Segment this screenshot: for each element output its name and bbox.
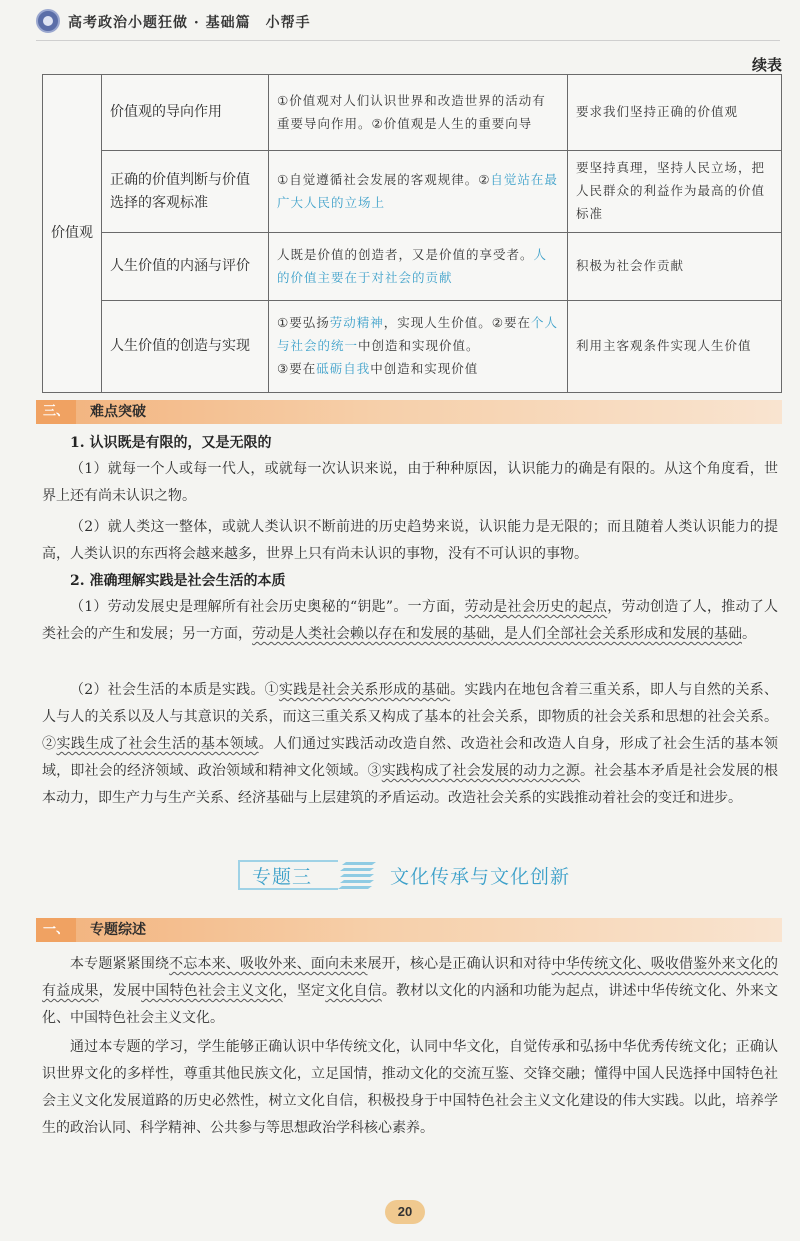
book-title: 高考政治小题狂做 · 基础篇 小帮手 [68, 15, 311, 31]
requirement-cell: 要求我们坚持正确的价值观 [568, 75, 782, 151]
text: ，坚定 [282, 983, 326, 999]
category-cell: 价值观 [43, 75, 102, 393]
content-highlight: 自觉站在最广大人民的立场上 [277, 172, 558, 210]
text: 。实践内在地包含着三重关系，即人与自然的关系、人与人的关系以及人与其意识的关系，而这三重关系又构成了基本的社会关系，即物质的社会关系和思想的社会关系。② [42, 682, 778, 752]
content-text: 中创造和实现价值。 [358, 339, 480, 353]
underlined-text: 文化自信 [325, 983, 382, 999]
header-divider [36, 40, 780, 41]
content-cell [269, 75, 568, 151]
paragraph: 通过本专题的学习，学生能够正确认识中华传统文化，认同中华文化，自觉传承和弘扬中华优秀传统文化；正确认识世界文化的多样性，尊重其他民族文化，立足国情，推动文化的交流互鉴、交锋交融；懂得中国人民选择中国特色社会主义文化发展道路的历史必然性，树立文化自信，积极投身于中国特色社会主义文化建设的伟大实践。以此，培养学生的政治认同、科学精神、公共参与等思想政治学科核心素养。 [42, 1039, 778, 1136]
topic-cell: 人生价值的创造与实现 [102, 301, 269, 393]
table-row [43, 233, 782, 301]
knowledge-table [42, 74, 782, 393]
section-bar-difficulty [36, 400, 782, 424]
requirement-cell: 要坚持真理，坚持人民立场，把人民群众的利益作为最高的价值标准 [568, 151, 782, 233]
underlined-text: 中国特色社会主义文化 [141, 983, 283, 999]
page-number: 20 [385, 1200, 425, 1224]
content-highlight: 个人与社会的统一 [277, 316, 558, 353]
text: 本专题紧紧围绕 [70, 956, 170, 972]
content-text: ①要弘扬 [277, 316, 330, 330]
topic-cell: 价值观的导向作用 [102, 75, 269, 151]
content-text: ③要在 [277, 362, 317, 376]
text: 。人们通过实践活动改造自然、改造社会和改造人自身，形成了社会生活的基本领域，即社会的经济领域、政治领域和精神文化领域。③ [42, 736, 779, 779]
text: 展开，核心是正确认识和对待 [367, 956, 552, 972]
continued-label: 续表 [751, 56, 782, 74]
stripes-icon [338, 860, 378, 890]
underlined-text: 劳动是社会历史的起点 [464, 599, 608, 615]
underlined-text: 中华传统文化、吸收借鉴外来文化的有益成果 [42, 956, 779, 999]
section-number: 三、 [36, 400, 76, 424]
topic-cell: 人生价值的内涵与评价 [102, 233, 269, 301]
content-cell [269, 301, 568, 393]
paragraph: （2）就人类这一整体，或就人类认识不断前进的历史趋势来说，认识能力是无限的；而且随着人类认识能力的提高，人类认识的东西将会越来越多，世界上只有尚未认识的事物，没有不可认识的事物。 [42, 519, 778, 562]
content-text: ①价值观对人们认识世界和改造世界的活动有重要导向作用。②价值观是人生的重要向导 [277, 93, 546, 131]
underlined-text: 实践生成了社会生活的基本领域 [56, 736, 259, 752]
requirement-cell: 积极为社会作贡献 [568, 233, 782, 301]
content-text: 中创造和实现价值 [370, 362, 479, 376]
topic-name: 文化传承与文化创新 [390, 867, 571, 888]
content-highlight: 人的价值主要在于对社会的贡献 [277, 247, 548, 285]
text: 。社会基本矛盾是社会发展的根本动力，即生产力与生产关系、经济基础与上层建筑的矛盾运动。改造社会关系的实践推动着社会的变迁和进步。 [42, 763, 779, 806]
content-cell [269, 233, 568, 301]
text: 。教材以文化的内涵和功能为起点，讲述中华传统文化、外来文化、中国特色社会主义文化。 [42, 983, 779, 1026]
underlined-text: 劳动是人类社会赖以存在和发展的基础，是人们全部社会关系形成和发展的基础 [252, 626, 742, 642]
page-header [0, 0, 800, 44]
table-row [43, 151, 782, 233]
section-bar-overview [36, 918, 782, 942]
text: （1）劳动发展史是理解所有社会历史奥秘的“钥匙”。一方面， [70, 599, 465, 615]
subheading: 1. 认识既是有限的，又是无限的 [70, 435, 272, 451]
paragraph [42, 677, 778, 812]
paragraph [42, 951, 778, 1032]
topic-label: 专题三 [252, 867, 313, 888]
topic-cell: 正确的价值判断与价值选择的客观标准 [102, 151, 269, 233]
text: ，劳动创造了人，推动了人类社会的产生和发展；另一方面， [42, 599, 778, 642]
topic-banner [238, 856, 571, 894]
requirement-cell: 利用主客观条件实现人生价值 [568, 301, 782, 393]
table-row [43, 75, 782, 151]
paragraph: （1）就每一个人或每一代人，或就每一次认识来说，由于种种原因，认识能力的确是有限的。从这个角度看，世界上还有尚未认识之物。 [42, 461, 778, 504]
content-text: 人既是价值的创造者，又是价值的享受者。 [277, 247, 534, 262]
book-logo-icon [36, 9, 60, 33]
section-title: 专题综述 [90, 922, 146, 938]
text: 。 [742, 626, 756, 642]
content-highlight: 劳动精神 [329, 316, 384, 330]
underlined-text: 实践是社会关系形成的基础 [278, 682, 451, 698]
table-row [43, 301, 782, 393]
content-cell [269, 151, 568, 233]
underlined-text: 不忘本来、吸收外来、面向未来 [169, 956, 368, 972]
underlined-text: 实践构成了社会发展的动力之源 [381, 763, 580, 779]
paragraph [42, 594, 778, 648]
content-highlight: 砥砺自我 [316, 362, 371, 376]
subheading: 2. 准确理解实践是社会生活的本质 [70, 573, 286, 589]
section-number: 一、 [36, 918, 76, 942]
content-text: ①自觉遵循社会发展的客观规律。② [277, 172, 491, 187]
content-text: ，实现人生价值。②要在 [383, 316, 531, 330]
section-title: 难点突破 [90, 404, 146, 420]
text: （2）社会生活的本质是实践。① [70, 682, 279, 698]
text: ，发展 [98, 983, 142, 999]
